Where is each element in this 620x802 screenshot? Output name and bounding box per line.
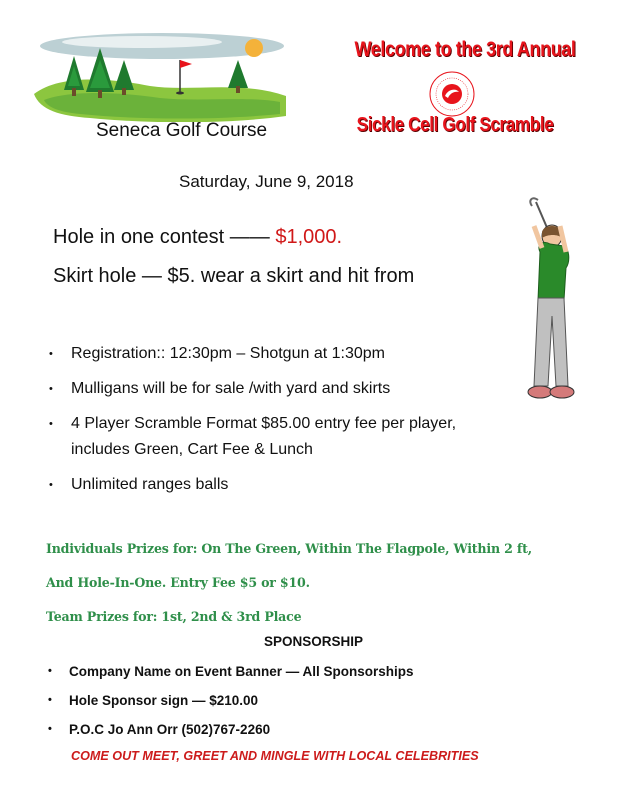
skirt-hole-text: Skirt hole — $5. wear a skirt and hit from xyxy=(53,265,415,287)
hole-in-one-label: Hole in one contest —— xyxy=(53,226,270,248)
list-item-registration: • Registration:: 12:30pm – Shotgun at 1:30pm xyxy=(46,341,476,367)
list-item-hole-sponsor: • Hole Sponsor sign — $210.00 xyxy=(46,691,566,710)
sickle-cell-association-logo xyxy=(428,70,476,118)
hole-in-one-contest xyxy=(53,226,342,249)
event-title-line2: Sickle Cell Golf Scramble xyxy=(356,114,554,136)
sponsorship-list xyxy=(46,662,566,749)
golf-course-clipart xyxy=(30,30,290,122)
venue-name: Seneca Golf Course xyxy=(96,120,268,141)
event-details-list xyxy=(46,341,476,507)
team-prizes: Team Prizes for: 1st, 2nd & 3rd Place xyxy=(46,609,302,624)
individual-prizes-line1: Individuals Prizes for: On The Green, Within The Flagpole, Within 2 ft, xyxy=(46,541,532,556)
list-item-range-balls: • Unlimited ranges balls xyxy=(46,472,476,498)
event-title-line1: Welcome to the 3rd Annual xyxy=(354,38,576,61)
list-item-contact: • P.O.C Jo Ann Orr (502)767-2260 xyxy=(46,720,566,739)
list-item-mulligans: • Mulligans will be for sale /with yard and skirts xyxy=(46,376,476,402)
celebrities-tagline: COME OUT MEET, GREET AND MINGLE WITH LOCAL CELEBRITIES xyxy=(71,749,479,763)
individual-prizes-line2: And Hole-In-One. Entry Fee $5 or $10. xyxy=(46,575,310,590)
sponsorship-heading: SPONSORSHIP xyxy=(264,634,364,649)
golfer-clipart xyxy=(508,196,578,418)
list-item-company-banner: • Company Name on Event Banner — All Sponsorships xyxy=(46,662,566,681)
event-date: Saturday, June 9, 2018 xyxy=(179,172,354,191)
list-item-scramble-format: • 4 Player Scramble Format $85.00 entry fee per player, includes Green, Cart Fee & Lunch xyxy=(46,411,476,463)
hole-in-one-prize: $1,000. xyxy=(275,226,343,248)
